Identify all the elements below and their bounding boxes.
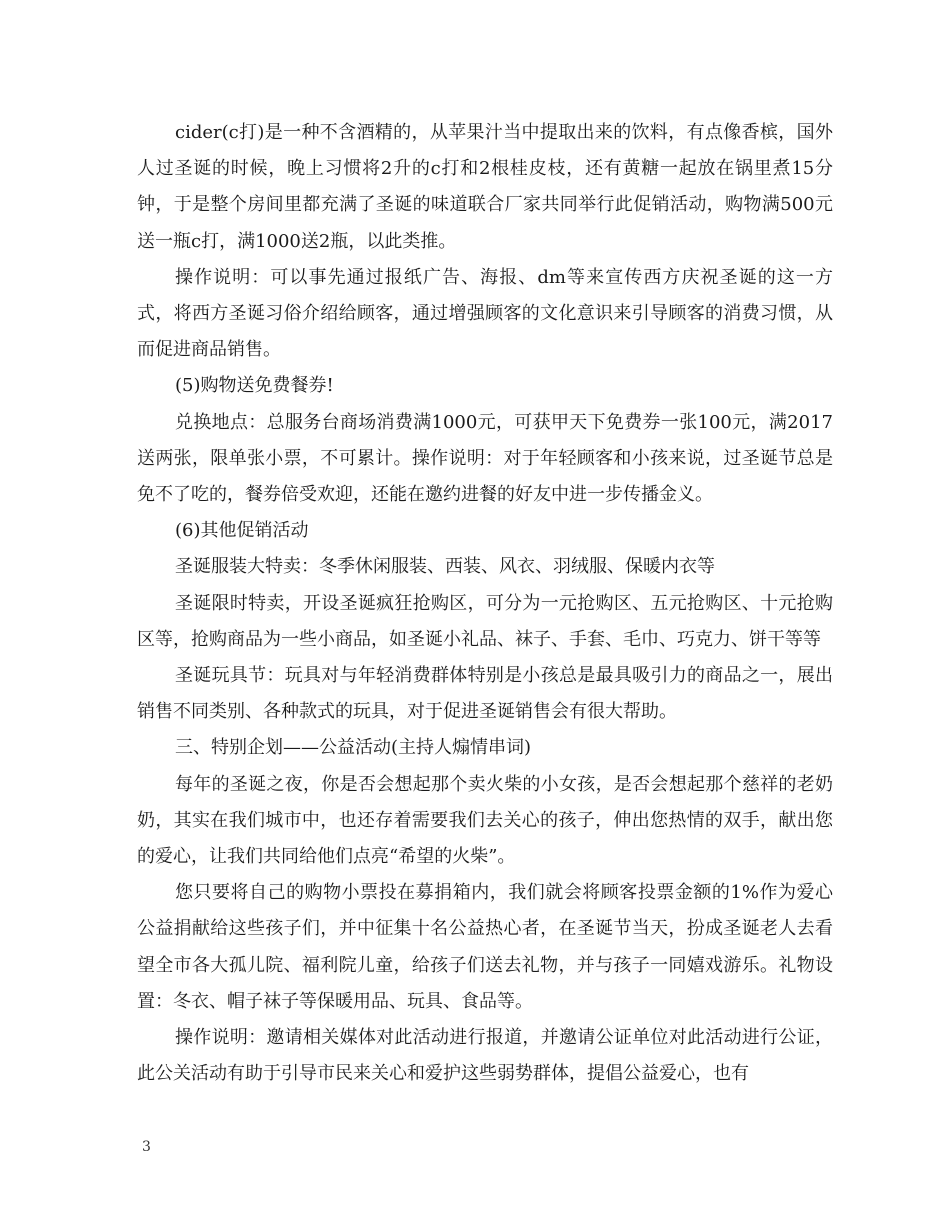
section-heading-other-promotions: (6)其他促销活动 <box>175 520 309 542</box>
page-number: 3 <box>142 1139 151 1155</box>
section-heading-meal-voucher: (5)购物送免费餐券! <box>175 375 334 397</box>
paragraph-donation-details: 您只要将自己的购物小票投在募捐箱内，我们就会将顾客投票金额的1%作为爱心公益捐献给这些孩子们，并中征集十名公益热心者，在圣诞节当天，扮成圣诞老人去看望全市各大孤儿院、福利院儿童，给孩子们送去礼物，并与孩子一同嬉戏游乐。礼物设置：冬衣、帽子袜子等保暖用品、玩具、食品等。 <box>137 882 833 1012</box>
paragraph-clothing-sale: 圣诞服装大特卖：冬季休闲服装、西装、风衣、羽绒服、保暖内衣等 <box>175 556 715 578</box>
paragraph-redemption-location: 兑换地点：总服务台商场消费满1000元，可获甲天下免费券一张100元，满2017送两张，限单张小票，不可累计。操作说明：对于年轻顾客和小孩来说，过圣诞节总是免不了吃的，餐券倍受欢迎，还能在邀约进餐的好友中进一步传播金义。 <box>137 411 833 506</box>
section-heading-charity: 三、特别企划——公益活动(主持人煽情串词) <box>175 737 532 759</box>
paragraph-operation-note-2: 操作说明：邀请相关媒体对此活动进行报道，并邀请公证单位对此活动进行公证，此公关活动有助于引导市民来关心和爱护这些弱势群体，提倡公益爱心，也有 <box>137 1027 833 1085</box>
document-body <box>137 115 833 1092</box>
paragraph-operation-note-1: 操作说明：可以事先通过报纸广告、海报、dm等来宣传西方庆祝圣诞的这一方式，将西方圣诞习俗介绍给顾客，通过增强顾客的文化意识来引导顾客的消费习惯，从而促进商品销售。 <box>137 266 833 361</box>
paragraph-cider-intro: cider(c打)是一种不含酒精的，从苹果汁当中提取出来的饮料，有点像香槟，国外人过圣诞的时候，晚上习惯将2升的c打和2根桂皮枝，还有黄糖一起放在锅里煮15分钟，于是整个房间里都充满了圣诞的味道联合厂家共同举行此促销活动，购物满500元送一瓶c打，满1000送2瓶，以此类推。 <box>137 122 833 252</box>
paragraph-limited-time-sale: 圣诞限时特卖，开设圣诞疯狂抢购区，可分为一元抢购区、五元抢购区、十元抢购区等，抢购商品为一些小商品，如圣诞小礼品、袜子、手套、毛巾、巧克力、饼干等等 <box>137 592 833 650</box>
paragraph-christmas-eve: 每年的圣诞之夜，你是否会想起那个卖火柴的小女孩，是否会想起那个慈祥的老奶奶，其实在我们城市中，也还存着需要我们去关心的孩子，伸出您热情的双手，献出您的爱心，让我们共同给他们点亮“希望的火柴”。 <box>137 773 833 868</box>
paragraph-toy-festival: 圣诞玩具节：玩具对与年轻消费群体特别是小孩总是最具吸引力的商品之一，展出销售不同类别、各种款式的玩具，对于促进圣诞销售会有很大帮助。 <box>137 665 833 723</box>
